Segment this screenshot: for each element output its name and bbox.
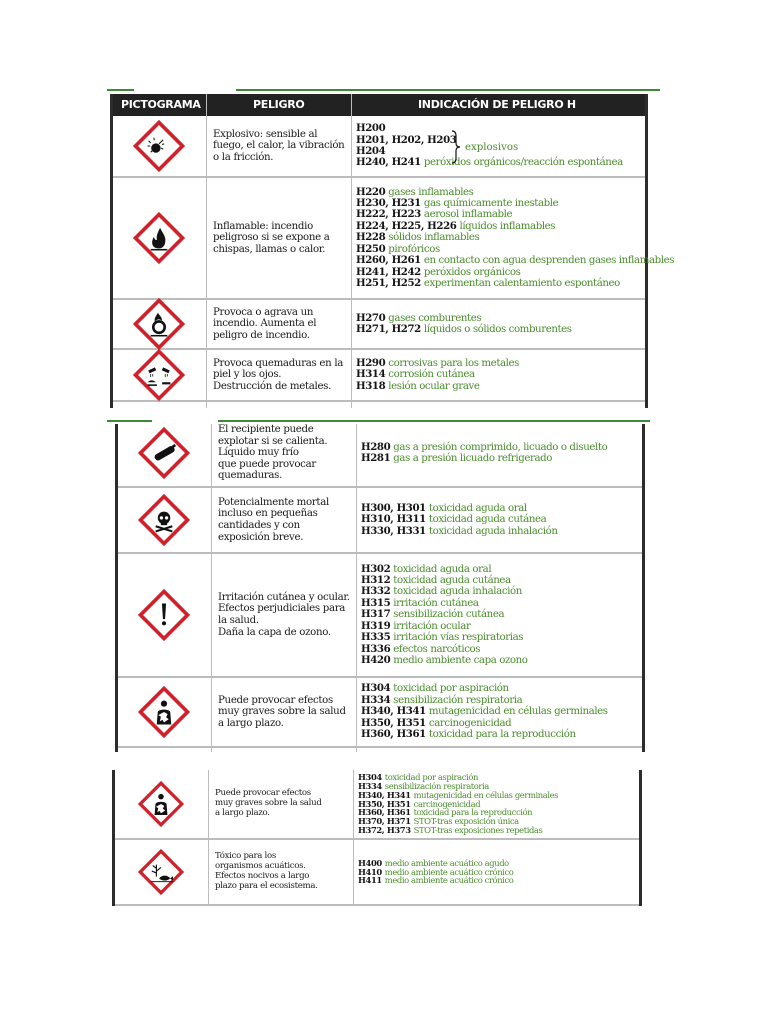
h-statement [356,278,639,289]
description-line: explotar si se calienta. [218,435,328,447]
h-code: H314 [356,368,386,381]
h-code: H350, H351 [361,716,426,729]
description-line: Tóxico para los [215,851,276,862]
description-line: incluso en pequeñas [218,508,318,520]
description-line: El recipiente puede [218,424,314,436]
h-text: efectos narcóticos [393,643,481,655]
description-line: cantidades y con [218,520,300,531]
hazard-description [213,116,348,176]
h-code: H200 [356,122,386,135]
h-code: H280 [361,440,391,453]
h-text: experimentan calentamiento espontáneo [423,277,620,289]
h-statement [356,324,639,335]
h-code: H228 [356,231,386,244]
table-row [113,178,675,300]
brace-icon [451,130,461,164]
h-statement [361,586,636,597]
brace-label: explosivos [465,141,519,153]
hazard-statements [356,350,639,400]
header-indicacion: INDICACIÓN DE PELIGRO H [418,98,576,111]
h-statement [358,826,633,835]
flame-over-circle-icon [133,298,185,350]
h-text: toxicidad aguda inhalación [393,586,522,598]
description-line: la salud. [218,615,259,626]
description-line: Irritación cutánea y ocular. [218,591,350,603]
h-text: corrosivas para los metales [388,357,519,369]
pictogram-cell [118,554,209,676]
h-text: lesión ocular grave [388,380,480,392]
h-statement [361,655,636,666]
h-statement [361,526,636,537]
h-code: H319 [361,619,391,632]
h-text: carcinogenicidad [413,798,481,809]
h-text: toxicidad por aspiración [393,683,509,695]
h-text: en contacto con agua desprenden gases inflamables [423,255,675,267]
description-line: piel y los ojos. [213,369,282,381]
pictogram-cell [118,420,209,486]
h-text: STOT-tras exposición única [413,816,519,827]
gas-cylinder-icon [138,427,190,479]
hazard-table-panel-2 [115,424,645,752]
table-row [118,488,642,554]
description-line: Líquido muy frío [218,447,299,459]
pictogram-cell [113,300,204,348]
hazard-table-panel-3 [112,770,642,906]
description-line: organismos acuáticos. [215,861,306,872]
hazard-description [215,770,350,838]
h-text: mutagenicidad en células germinales [413,789,559,800]
hazard-description [218,420,353,486]
h-statement [361,575,636,586]
hazard-description [215,840,350,904]
description-line: peligro de incendio. [213,329,310,341]
h-code: H270 [356,311,386,324]
description-line: exposición breve. [218,531,304,543]
h-text: líquidos inflamables [459,220,556,232]
h-statement [361,564,636,575]
table-row [115,770,639,840]
hazard-statements [358,840,633,904]
h-text: peróxidos orgánicos/reacción espontánea [423,157,623,169]
hazard-description [213,300,348,348]
description-line: incendio. Aumenta el [213,318,317,330]
h-code: H304 [358,772,382,783]
h-text: gas a presión comprimido, licuado o disuelto [393,441,608,453]
description-line: peligroso si se expone a [213,232,330,244]
h-code: H230, H231 [356,197,421,210]
description-line: Daña la capa de ozono. [218,626,331,638]
pictogram-cell [113,116,204,176]
flame-icon [133,212,185,264]
description-line: muy graves sobre la salud [215,798,322,809]
description-line: muy graves sobre la salud [218,706,346,718]
h-text: toxicidad aguda oral [393,563,492,575]
h-statement [356,232,639,243]
table-header [113,94,645,116]
h-text: medio ambiente acuático crónico [384,866,514,877]
h-code: H334 [358,781,382,791]
h-code: H271, H272 [356,323,421,335]
h-statement [356,221,639,232]
h-text: gas químicamente inestable [423,198,559,210]
hazard-statements [361,678,636,746]
decor-line [107,89,134,91]
table-row [115,840,639,906]
h-statement [356,369,639,380]
hazard-description [213,350,348,400]
description-line: o la fricción. [213,151,274,163]
table-row [118,678,642,748]
h-code: H360, H361 [358,807,411,818]
h-text: medio ambiente capa ozono [393,654,528,666]
hazard-description [218,554,353,676]
hazard-statements [361,488,636,552]
h-code: H372, H373 [358,824,411,835]
h-code: H290 [356,356,386,369]
h-text: líquidos o sólidos comburentes [423,324,572,335]
h-statement [361,453,636,464]
description-line: a largo plazo. [218,717,284,729]
h-statement [361,442,636,453]
pictogram-cell [118,678,209,746]
h-code: H315 [361,596,391,609]
h-code: H304 [361,682,391,695]
h-code: H350, H351 [358,798,411,809]
h-text: medio ambiente acuático crónico [384,875,514,886]
h-code: H360, H361 [361,728,426,741]
h-code: H335 [361,631,391,644]
h-code: H410 [358,866,382,877]
h-code: H281 [361,452,391,464]
description-line: Provoca o agrava un [213,306,314,318]
h-text: irritación ocular [393,620,471,632]
h-text: sólidos inflamables [388,232,480,244]
corrosion-icon [133,349,185,401]
h-statement [361,621,636,632]
h-statement [356,358,639,369]
h-code: H251, H252 [356,276,421,289]
description-line: Provoca quemaduras en la [213,357,344,369]
description-line: Destrucción de metales. [213,380,332,392]
description-line: fuego, el calor, la vibración [213,140,345,152]
h-code: H310, H311 [361,513,426,526]
header-peligro: PELIGRO [253,98,305,111]
h-text: toxicidad por aspiración [384,772,478,783]
table-row [113,116,645,178]
h-code: H240, H241 [356,156,421,169]
table-row [113,300,645,350]
hazard-table-panel-1 [110,94,675,408]
h-code: H312 [361,574,391,587]
skull-crossbones-icon [138,494,190,546]
hazard-statements [356,178,675,298]
pictogram-cell [113,350,204,400]
h-statement [361,683,636,694]
hazard-statements [358,770,633,838]
h-code: H400 [358,857,382,868]
h-text: STOT-tras exposiciones repetidas [413,824,543,835]
h-code: H420 [361,653,391,666]
h-code: H222, H223 [356,208,421,221]
h-code: H330, H331 [361,524,426,537]
exclamation-mark-icon [138,589,190,641]
description-line: Efectos perjudiciales para [218,603,346,615]
h-statement [361,598,636,609]
h-code: H317 [361,608,391,621]
description-line: Puede provocar efectos [215,788,311,799]
h-text: toxicidad aguda inhalación [428,525,558,537]
hazard-statements [361,554,636,676]
h-text: carcinogenicidad [428,717,512,729]
h-text: gases inflamables [388,186,474,198]
h-text: corrosión cutánea [388,369,475,381]
h-code: H201, H202, H203 [356,133,457,146]
h-code: H300, H301 [361,501,426,514]
table-row [113,350,645,402]
h-code: H370, H371 [358,816,411,827]
h-text: toxicidad para la reproducción [428,729,576,741]
h-text: toxicidad aguda oral [428,502,527,514]
hazard-statements [356,300,639,348]
h-code: H260, H261 [356,254,421,267]
h-code: H336 [361,642,391,655]
h-text: sensibilización respiratoria [384,781,489,791]
h-statement [361,729,636,740]
h-text: sensibilización cutánea [393,609,505,621]
pictogram-cell [115,840,206,904]
pictogram-cell [118,488,209,552]
table-row [118,420,642,488]
h-statement [356,254,675,267]
h-statement [361,609,636,620]
hazard-description [213,178,348,298]
h-text: irritación vías respiratorias [393,632,524,644]
h-code: H334 [361,693,391,706]
h-statement [358,876,633,885]
decor-line [236,89,660,91]
pictogram-cell [113,178,204,298]
h-statement [361,632,636,643]
h-text: gases comburentes [388,312,482,324]
hazard-statements [361,420,636,486]
description-line: Efectos nocivos a largo [215,871,310,881]
h-code: H332 [361,585,391,598]
h-text: gas a presión licuado refrigerado [393,453,553,464]
description-line: Explosivo: sensible al [213,128,318,140]
pictogram-cell [115,770,206,838]
description-line: a largo plazo. [215,807,270,818]
description-line: plazo para el ecosistema. [215,880,318,891]
h-code: H204 [356,145,386,157]
h-text: toxicidad aguda cutánea [428,514,547,526]
h-code: H224, H225, H226 [356,219,457,232]
h-text: peróxidos orgánicos [423,266,521,278]
h-statement [361,514,636,525]
description-line: Inflamable: incendio [213,220,313,232]
h-text: toxicidad aguda cutánea [393,575,511,587]
h-code: H411 [358,875,382,886]
h-code: H250 [356,242,386,255]
environment-icon [138,849,184,895]
h-statement [361,706,636,717]
h-code: H340, H341 [361,705,426,718]
hazard-description [218,488,353,552]
h-text: sensibilización respiratoria [393,694,523,706]
exploding-bomb-icon [133,120,185,172]
h-text: irritación cutánea [393,597,479,609]
hazard-description [218,678,353,746]
description-line: quemaduras. [218,470,283,482]
h-text: toxicidad para la reproducción [413,807,533,818]
h-code: H241, H242 [356,265,421,278]
table-row [118,554,642,678]
header-pictograma: PICTOGRAMA [121,98,201,111]
brace-group [451,130,518,164]
h-code: H220 [356,185,386,198]
description-line: Potencialmente mortal [218,496,329,508]
h-text: aerosol inflamable [423,209,513,221]
h-text: pirofóricos [388,243,440,255]
h-code: H318 [356,379,386,392]
health-hazard-icon [138,781,184,827]
description-line: que puede provocar [218,458,316,470]
h-text: mutagenicidad en células germinales [428,706,608,718]
h-statement [361,644,636,655]
h-code: H302 [361,562,391,575]
health-hazard-icon [138,686,190,738]
h-statement [356,381,639,392]
description-line: Puede provocar efectos [218,694,333,706]
h-text: medio ambiente acuático agudo [384,857,509,868]
description-line: chispas, llamas o calor. [213,243,326,255]
h-code: H340, H341 [358,789,411,800]
